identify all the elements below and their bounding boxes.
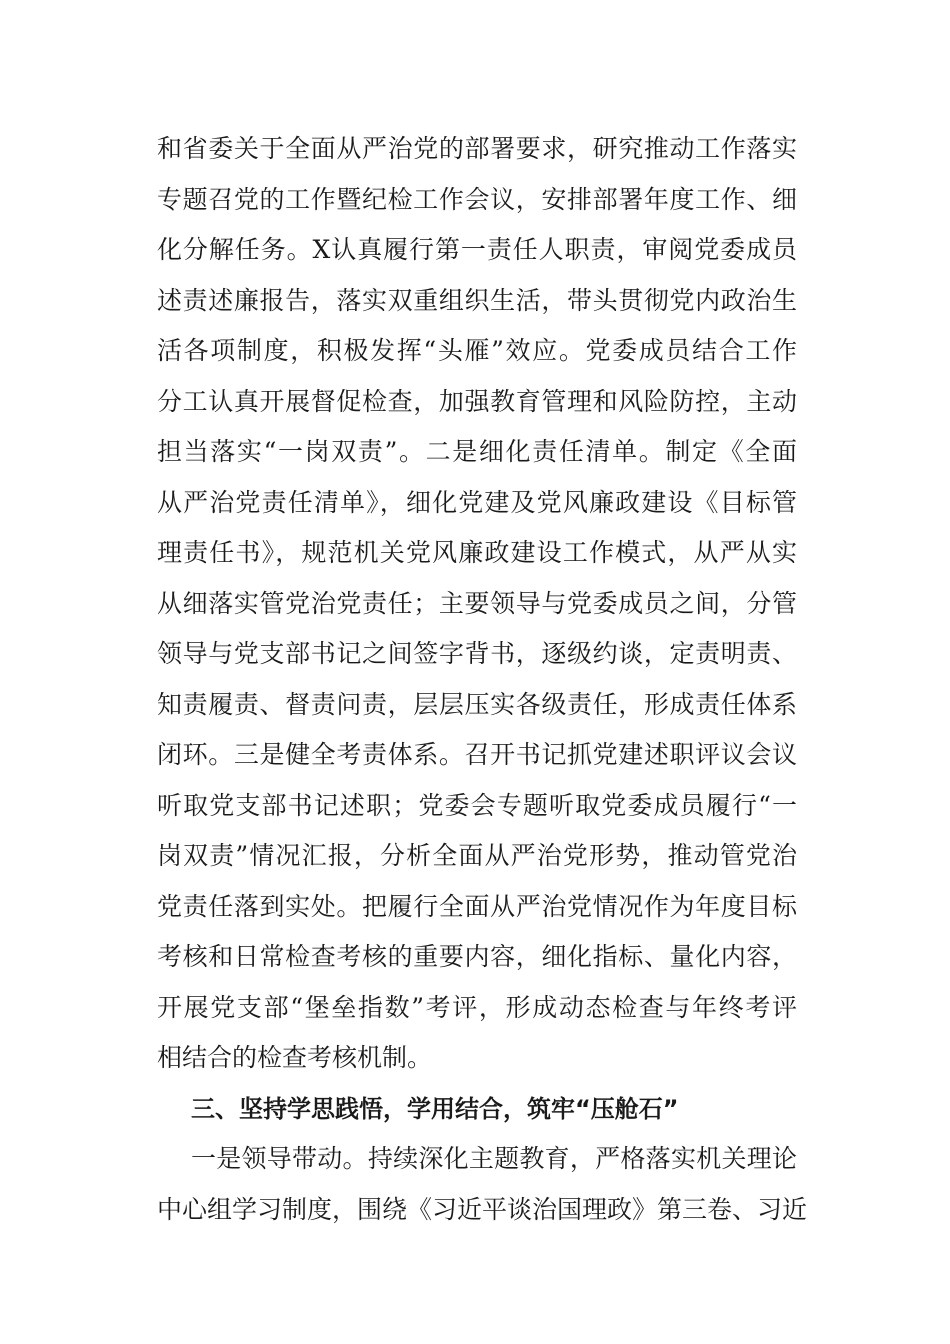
paragraph-line: 听取党支部书记述职；党委会专题听取党委成员履行“一 (157, 790, 797, 820)
paragraph-line: 理责任书》，规范机关党风廉政建设工作模式，从严从实 (157, 538, 797, 567)
paragraph-line: 考核和日常检查考核的重要内容，细化指标、量化内容， (157, 942, 797, 971)
paragraph-line: 活各项制度，积极发挥“头雁”效应。党委成员结合工作 (157, 336, 797, 365)
paragraph-line: 化分解任务。X认真履行第一责任人职责，审阅党委成员 (157, 235, 797, 264)
paragraph-line: 从严治党责任清单》，细化党建及党风廉政建设《目标管 (157, 487, 797, 517)
paragraph-line: 分工认真开展督促检查，加强教育管理和风险防控，主动 (157, 386, 797, 416)
paragraph-line: 闭环。三是健全考责体系。召开书记抓党建述职评议会议 (157, 740, 797, 769)
paragraph-line: 中心组学习制度，围绕《习近平谈治国理政》第三卷、习近 (157, 1194, 808, 1224)
paragraph-line: 知责履责、督责问责，层层压实各级责任，形成责任体系 (157, 689, 797, 719)
paragraph-line: 开展党支部“堡垒指数”考评，形成动态检查与年终考评 (157, 992, 797, 1022)
paragraph-line: 岗双责”情况汇报，分析全面从严治党形势，推动管党治 (157, 841, 797, 870)
paragraph-line: 和省委关于全面从严治党的部署要求，研究推动工作落实 (157, 134, 797, 163)
paragraph-line: 相结合的检查考核机制。 (157, 1043, 433, 1072)
paragraph-line: 一是领导带动。持续深化主题教育，严格落实机关理论 (191, 1144, 797, 1173)
paragraph-line: 专题召党的工作暨纪检工作会议，安排部署年度工作、细 (157, 184, 797, 214)
section-heading: 三、坚持学思践悟，学用结合，筑牢“压舱石” (191, 1094, 679, 1123)
paragraph-line: 从细落实管党治党责任；主要领导与党委成员之间，分管 (157, 588, 797, 618)
body-text (157, 124, 808, 1235)
paragraph-line: 领导与党支部书记之间签字背书，逐级约谈，定责明责、 (157, 639, 797, 668)
paragraph-line: 述责述廉报告，落实双重组织生活，带头贯彻党内政治生 (157, 285, 797, 315)
paragraph-line: 担当落实“一岗双责”。二是细化责任清单。制定《全面 (157, 437, 797, 466)
paragraph-line: 党责任落到实处。把履行全面从严治党情况作为年度目标 (157, 891, 797, 921)
